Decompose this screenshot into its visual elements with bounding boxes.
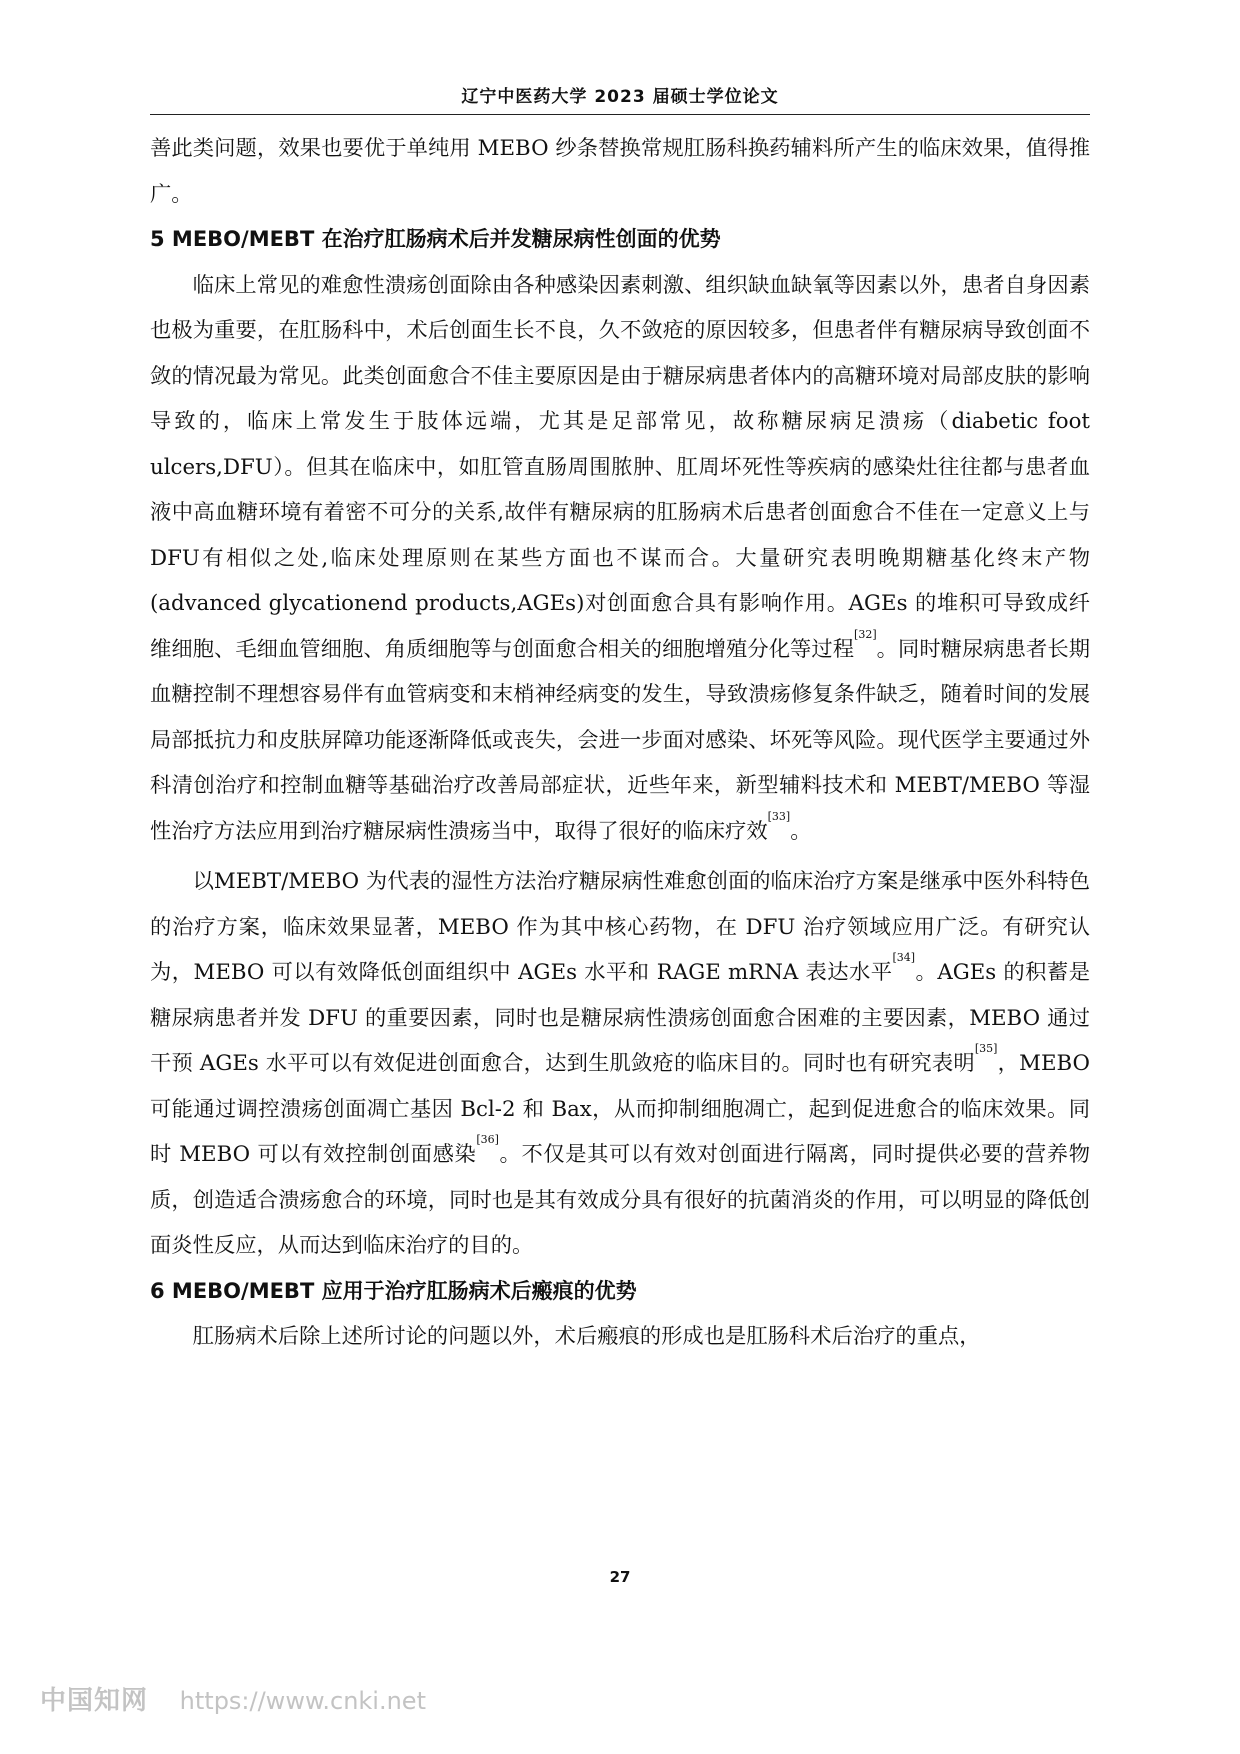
paragraph [150, 859, 1090, 1269]
text-run: 5 MEBO/MEBT 在治疗肛肠病术后并发糖尿病性创面的优势 [150, 227, 721, 251]
citation-ref[interactable]: [33] [767, 809, 791, 823]
text-run: ，MEBO 可能通过调控溃疡创面凋亡基因 Bcl-2 和 Bax，从而抑制细胞凋亡，起到促进愈合的临床效果。同时 MEBO 可以有效控制创面感染 [150, 1051, 1090, 1167]
text-run: 以MEBT/MEBO 为代表的湿性方法治疗糖尿病性难愈创面的临床治疗方案是继承中医外科特色的治疗方案，临床效果显著，MEBO 作为其中核心药物，在 DFU 治疗领域应用广泛。有研究认为，MEBO 可以有效降低创面组织中 AGEs 水平和 RAGE mRNA 表达水平 [150, 869, 1090, 985]
text-run: 善此类问题，效果也要优于单纯用 MEBO 纱条替换常规肛肠科换药辅料所产生的临床效果，值得推广。 [150, 136, 1090, 207]
header-rule [150, 114, 1090, 115]
text-run: 6 MEBO/MEBT 应用于治疗肛肠病术后瘢痕的优势 [150, 1278, 637, 1303]
citation-ref[interactable]: [34] [892, 951, 916, 964]
citation-ref[interactable]: [35] [974, 1042, 998, 1055]
running-header: 辽宁中医药大学 2023 届硕士学位论文 [461, 87, 779, 107]
section-heading [150, 217, 1090, 263]
watermark [40, 1680, 426, 1717]
citation-ref[interactable]: [32] [854, 627, 877, 641]
text-run: 。同时糖尿病患者长期血糖控制不理想容易伴有血管病变和末梢神经病变的发生，导致溃疡修复条件缺乏，随着时间的发展局部抵抗力和皮肤屏障功能逐渐降低或丧失，会进一步面对感染、坏死等风险。现代医学主要通过外科清创治疗和控制血糖等基础治疗改善局部症状，近些年来，新型辅料技术和 MEBT/MEBO 等湿性治疗方法应用到治疗糖尿病性溃疡当中，取得了很好的临床疗效 [150, 636, 1090, 844]
paragraph [150, 1314, 1090, 1360]
text-run: 临床上常见的难愈性溃疡创面除由各种感染因素刺激、组织缺血缺氧等因素以外，患者自身因素也极为重要，在肛肠科中，术后创面生长不良，久不敛疮的原因较多，但患者伴有糖尿病导致创面不敛的情况最为常见。此类创面愈合不佳主要原因是由于糖尿病患者体内的高糖环境对局部皮肤的影响导致的，临床上常发生于肢体远端，尤其是足部常见，故称糖尿病足溃疡（diabetic foot ulcers,DFU）。但其在临床中，如肛管直肠周围脓肿、肛周坏死性等疾病的感染灶往往都与患者血液中高血糖环境有着密不可分的关系,故伴有糖尿病的肛肠病术后患者创面愈合不佳在一定意义上与DFU有相似之处,临床处理原则在某些方面也不谋而合。大量研究表明晚期糖基化终末产物(advanced glycationend products,AGEs)对创面愈合具有影响作用。AGEs 的堆积可导致成纤维细胞、毛细血管细胞、角质细胞等与创面愈合相关的细胞增殖分化等过程 [150, 272, 1090, 662]
text-run: 。AGEs 的积蓄是糖尿病患者并发 DFU 的重要因素，同时也是糖尿病性溃疡创面愈合困难的主要因素，MEBO 通过干预 AGEs 水平可以有效促进创面愈合，达到生肌敛疮的临床目的。同时也有研究表明 [150, 960, 1090, 1076]
section-heading [150, 1269, 1090, 1315]
text-run: 。不仅是其可以有效对创面进行隔离，同时提供必要的营养物质，创造适合溃疡愈合的环境，同时也是其有效成分具有很好的抗菌消炎的作用，可以明显的降低创面炎性反应，从而达到临床治疗的目的。 [150, 1142, 1090, 1258]
paragraph [150, 263, 1090, 855]
citation-ref[interactable]: [36] [476, 1133, 499, 1146]
body-text [150, 126, 1090, 1360]
paragraph [150, 126, 1090, 217]
page-number: 27 [609, 1568, 631, 1586]
text-run: 肛肠病术后除上述所讨论的问题以外，术后瘢痕的形成也是肛肠科术后治疗的重点， [192, 1324, 981, 1349]
watermark-url[interactable]: https://www.cnki.net [179, 1687, 426, 1715]
text-run: 。 [790, 818, 812, 844]
cnki-logo: 中国知网 [40, 1686, 149, 1716]
